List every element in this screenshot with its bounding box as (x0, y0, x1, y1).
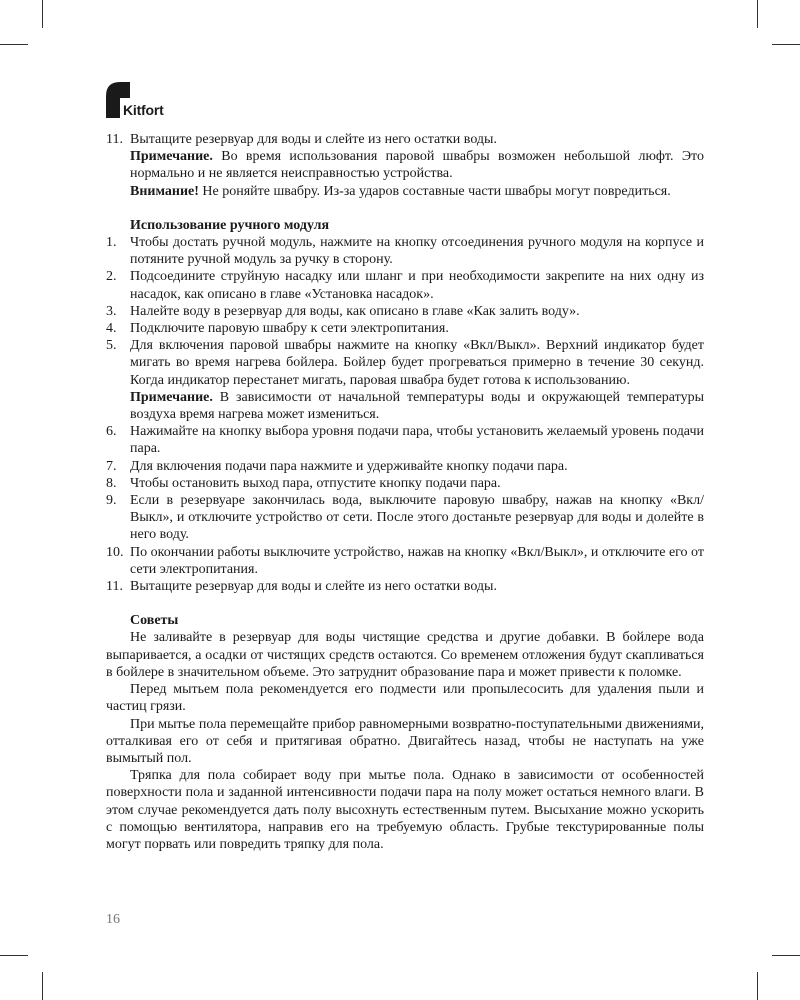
list-item: 6. Нажимайте на кнопку выбора уровня подачи пара, чтобы установить желаемый уровень подачи пара. (106, 424, 704, 457)
section-heading: Использование ручного модуля (130, 217, 330, 233)
list-item: 3. Налейте воду в резервуар для воды, как описано в главе «Как залить воду». (106, 303, 580, 319)
crop-mark (42, 972, 43, 1000)
page-number: 16 (106, 912, 120, 927)
tip-paragraph: При мытье пола перемещайте прибор равномерными возвратно-поступательными движениями, отталкивая его от себя и притягивая обратно. Двигайтесь назад, чтобы не наступать на уже вымытый пол. (106, 716, 704, 766)
tip-paragraph: Перед мытьем пола рекомендуется его подмести или пропылесосить для удаления пыли и частиц грязи. (106, 682, 704, 715)
section-heading: Советы (130, 613, 179, 629)
note-paragraph: Примечание. В зависимости от начальной температуры воды и окружающей температуры воздуха время нагрева может измениться. (130, 389, 704, 423)
list-item: 8. Чтобы остановить выход пара, отпустите кнопку подачи пара. (106, 475, 501, 491)
list-item: 4. Подключите паровую швабру к сети электропитания. (106, 321, 449, 337)
list-item: 1. Чтобы достать ручной модуль, нажмите на кнопку отсоединения ручного модуля на корпусе и потяните ручной модуль за ручку в сторону. (106, 235, 704, 268)
crop-mark (757, 0, 758, 28)
list-item: 11. Вытащите резервуар для воды и слейте из него остатки воды. (106, 579, 497, 595)
note-paragraph: Примечание. Во время использования паровой швабры возможен небольшой люфт. Это нормально и не является неисправностью устройства. (130, 149, 704, 182)
crop-mark (42, 0, 43, 28)
crop-mark (0, 44, 28, 45)
list-item: 10. По окончании работы выключите устройство, нажав на кнопку «Вкл/Выкл», и отключите его от сети электропитания. (106, 544, 704, 577)
crop-mark (0, 955, 28, 956)
crop-mark (772, 44, 800, 45)
list-item: 5. Для включения паровой швабры нажмите на кнопку «Вкл/Выкл». Верхний индикатор будет мигать во время нагрева бойлера. Бойлер будет прогреваться примерно в течение 30 секунд. Когда индикатор перестанет мигать, паровая швабра будет готова к использованию. (106, 338, 704, 388)
tip-paragraph: Не заливайте в резервуар для воды чистящие средства и другие добавки. В бойлере вода выпаривается, а осадки от чистящих средств остаются. Со временем отложения будут скапливаться в бойлере в значительном объеме. Это затруднит образование пара и может привести к поломке. (106, 630, 704, 680)
list-item: 11. Вытащите резервуар для воды и слейте из него остатки воды. (106, 132, 497, 147)
list-item: 9. Если в резервуаре закончилась вода, выключите паровую швабру, нажав на кнопку «Вкл/Выкл», и отключите устройство от сети. После этого достаньте резервуар для воды и долейте в него воду. (106, 493, 704, 543)
brand-logo (106, 82, 196, 118)
page-content (106, 131, 704, 853)
list-item: 2. Подсоедините струйную насадку или шланг и при необходимости закрепите на них одну из насадок, как описано в главе «Установка насадок». (106, 269, 704, 302)
warning-paragraph: Внимание! Не роняйте швабру. Из-за ударов составные части швабры могут повредиться. (130, 183, 671, 199)
crop-mark (757, 972, 758, 1000)
tip-paragraph: Тряпка для пола собирает воду при мытье пола. Однако в зависимости от особенностей поверхности пола и заданной интенсивности подачи пара на полу может остаться немного влаги. В этом случае рекомендуется дать полу высохнуть естественным путем. Высыхание можно ускорить с помощью вентилятора, направив его на требуемую область. Грубые текстурированные полы могут порвать или повредить тряпку для пола. (106, 768, 704, 852)
crop-mark (772, 955, 800, 956)
brand-name: Kitfort (123, 102, 164, 118)
list-item: 7. Для включения подачи пара нажмите и удерживайте кнопку подачи пара. (106, 458, 568, 474)
